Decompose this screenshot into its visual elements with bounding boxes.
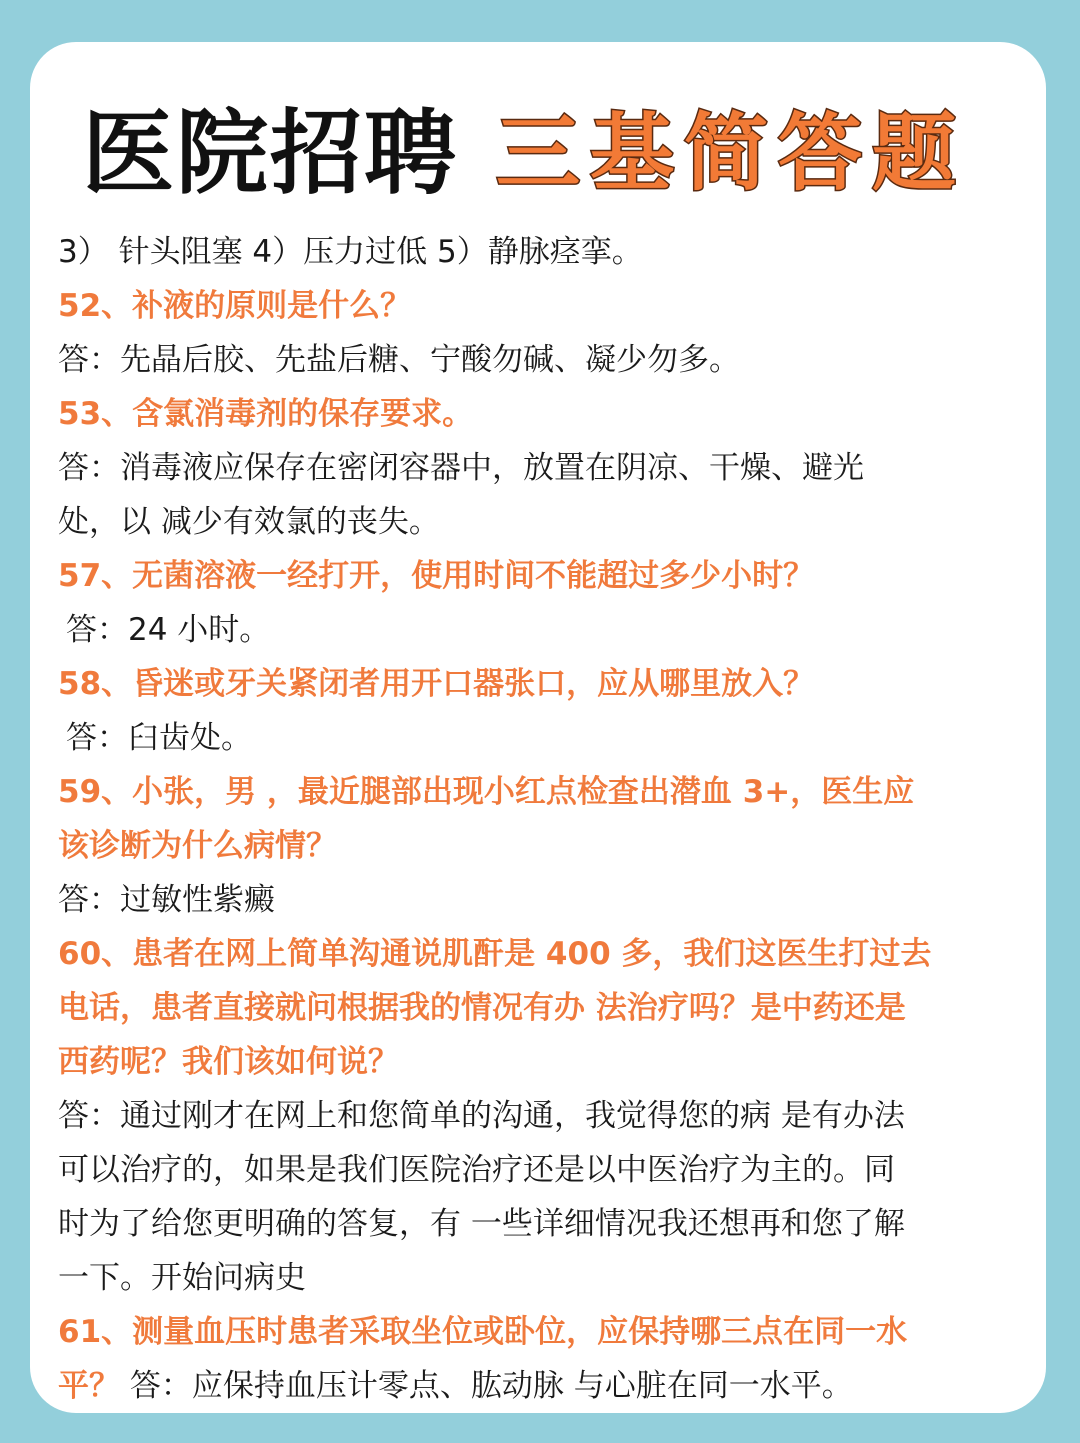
answer-line: 答：消毒液应保存在密闭容器中，放置在阴凉、干燥、避光: [58, 450, 864, 486]
answer-line: 处，以 减少有效氯的丧失。: [58, 504, 440, 540]
question-line: 该诊断为什么病情？: [58, 828, 337, 864]
title-highlight: 三基简答题: [496, 103, 967, 202]
answer-line: 一下。开始问病史: [58, 1260, 306, 1296]
question-line: 61、测量血压时患者采取坐位或卧位，应保持哪三点在同一水: [58, 1314, 908, 1350]
question-line: 60、患者在网上简单沟通说肌酐是 400 多，我们这医生打过去: [58, 936, 932, 972]
answer-line: 时为了给您更明确的答复，有 一些详细情况我还想再和您了解: [58, 1206, 905, 1242]
answer-line: 答：臼齿处。: [66, 720, 252, 756]
question-line: 电话，患者直接就问根据我的情况有办 法治疗吗？是中药还是: [58, 990, 906, 1026]
title-main: 医院招聘: [82, 100, 459, 207]
question-line: 西药呢？我们该如何说？: [58, 1044, 399, 1080]
qa-content: [58, 225, 1018, 1413]
answer-text: 答：应保持血压计零点、肱动脉 与心脏在同一水平。: [120, 1368, 853, 1404]
page-title: [82, 80, 966, 212]
question-line: 57、无菌溶液一经打开，使用时间不能超过多少小时？: [58, 558, 815, 594]
answer-line: 答：24 小时。: [66, 612, 271, 648]
question-line: 58、昏迷或牙关紧闭者用开口器张口，应从哪里放入？: [58, 666, 815, 702]
answer-line: 答：过敏性紫癜: [58, 882, 275, 918]
question-line: 53、含氯消毒剂的保存要求。: [58, 396, 474, 432]
question-line: 52、补液的原则是什么？: [58, 288, 412, 324]
answer-line: 答：通过刚才在网上和您简单的沟通，我觉得您的病 是有办法: [58, 1098, 905, 1134]
content-card: [30, 42, 1046, 1413]
question-text: 平？: [58, 1368, 120, 1404]
question-line: 59、小张，男 ，最近腿部出现小红点检查出潜血 3+，医生应: [58, 774, 915, 810]
answer-line: 可以治疗的，如果是我们医院治疗还是以中医治疗为主的。同: [58, 1152, 895, 1188]
question-answer-line: [58, 1359, 1018, 1413]
answer-line: 3） 针头阻塞 4）压力过低 5）静脉痉挛。: [58, 234, 643, 270]
answer-line: 答：先晶后胶、先盐后糖、宁酸勿碱、凝少勿多。: [58, 342, 740, 378]
